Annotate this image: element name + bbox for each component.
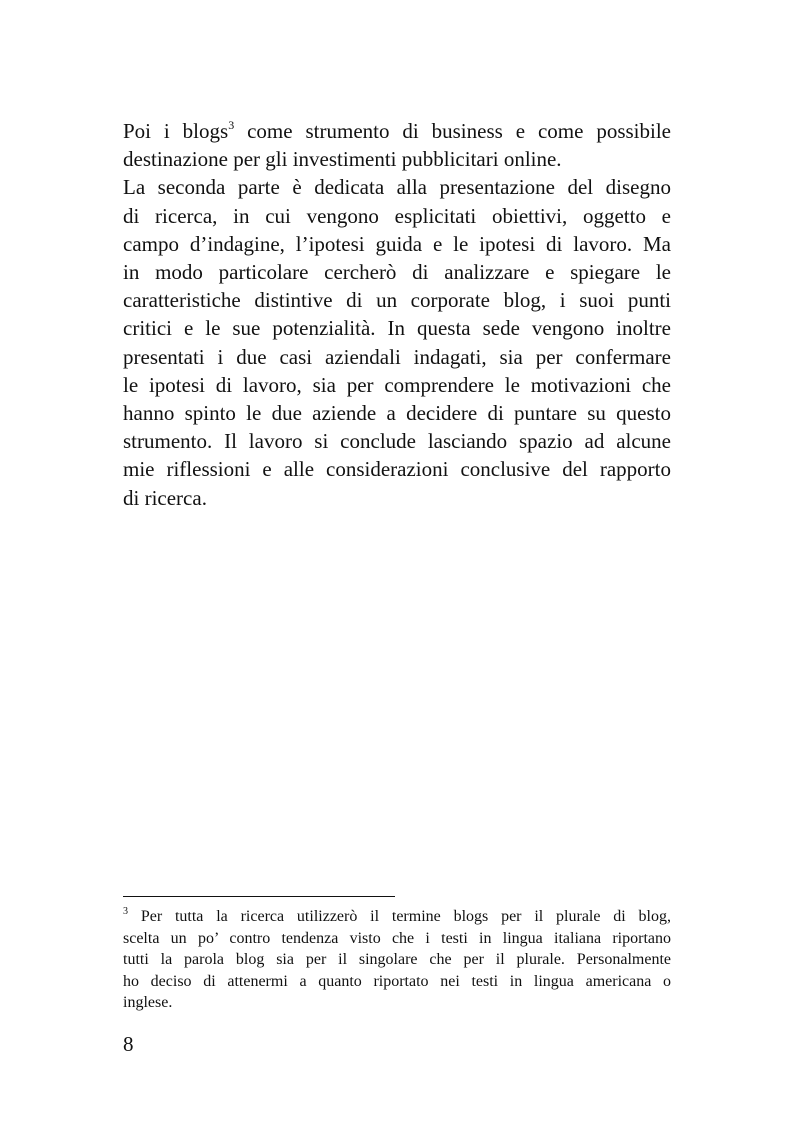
text-line-7: caratteristiche distintive di un corporate blog, i suoi punti — [123, 288, 671, 313]
footnote-line-1-text: Per tutta la ricerca utilizzerò il termine blogs per il plurale di blog, — [128, 908, 671, 925]
footnote-line-4: ho deciso di attenermi a quanto riportato nei testi in lingua americana o — [123, 972, 671, 990]
text-line-5: campo d’indagine, l’ipotesi guida e le ipotesi di lavoro. Ma — [123, 231, 671, 256]
page-number: 8 — [123, 1032, 134, 1056]
text-line-9: presentati i due casi aziendali indagati, sia per confermare — [123, 344, 671, 369]
body-paragraph — [123, 117, 671, 512]
text-line-8: critici e le sue potenzialità. In questa sede vengono inoltre — [123, 316, 671, 341]
text-line-4: di ricerca, in cui vengono esplicitati obiettivi, oggetto e — [123, 203, 671, 228]
text-line-14: di ricerca. — [123, 485, 207, 510]
footnote-marker: 3 — [123, 906, 128, 917]
footnote-line-2: scelta un po’ contro tendenza visto che i testi in lingua italiana riportano — [123, 929, 671, 947]
text-line-12: strumento. Il lavoro si conclude lasciando spazio ad alcune — [123, 429, 671, 454]
footnote-line-1 — [123, 906, 671, 928]
footnote — [123, 906, 671, 1014]
text-line-1 — [123, 117, 671, 145]
text-line-6: in modo particolare cercherò di analizzare e spiegare le — [123, 260, 671, 285]
text-line-1-start: Poi i blogs — [123, 119, 229, 143]
footnote-reference[interactable]: 3 — [228, 118, 235, 132]
text-line-2: destinazione per gli investimenti pubblicitari online. — [123, 147, 562, 172]
text-line-3: La seconda parte è dedicata alla presentazione del disegno — [123, 175, 671, 200]
footnote-divider — [123, 896, 395, 897]
text-line-10: le ipotesi di lavoro, sia per comprendere le motivazioni che — [123, 372, 671, 397]
text-line-13: mie riflessioni e alle considerazioni conclusive del rapporto — [123, 457, 671, 482]
text-line-1-end: come strumento di business e come possibile — [234, 119, 671, 143]
footnote-line-3: tutti la parola blog sia per il singolare che per il plurale. Personalmente — [123, 951, 671, 968]
footnote-line-5: inglese. — [123, 994, 173, 1011]
text-line-11: hanno spinto le due aziende a decidere di puntare su questo — [123, 401, 671, 426]
